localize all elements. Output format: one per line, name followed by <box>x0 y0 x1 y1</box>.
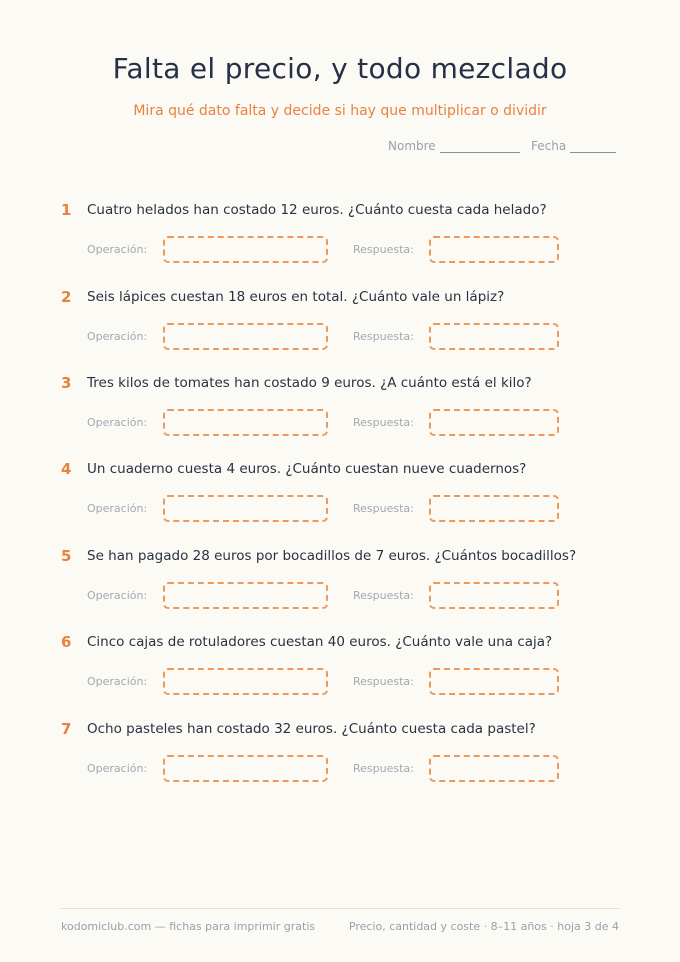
answer-label: Respuesta: <box>353 416 414 429</box>
problem-text: Cinco cajas de rotuladores cuestan 40 euros. ¿Cuánto vale una caja? <box>87 634 553 650</box>
problem-number: 3 <box>61 374 72 392</box>
problem-number: 4 <box>61 460 72 478</box>
operation-label: Operación: <box>87 502 148 515</box>
date-label: Fecha <box>531 139 567 153</box>
footer-site: kodomiclub.com — fichas para imprimir gratis <box>61 920 316 933</box>
answer-label: Respuesta: <box>353 502 414 515</box>
operation-box[interactable] <box>163 236 328 263</box>
name-label: Nombre <box>388 139 436 153</box>
problem-6 <box>0 633 680 720</box>
problem-text: Cuatro helados han costado 12 euros. ¿Cuánto cuesta cada helado? <box>87 202 547 218</box>
answer-label: Respuesta: <box>353 243 414 256</box>
problem-text: Se han pagado 28 euros por bocadillos de 7 euros. ¿Cuántos bocadillos? <box>87 548 577 564</box>
answer-label: Respuesta: <box>353 762 414 775</box>
problem-text: Seis lápices cuestan 18 euros en total. ¿Cuánto vale un lápiz? <box>87 289 505 305</box>
date-field <box>531 139 616 153</box>
operation-label: Operación: <box>87 675 148 688</box>
page-title: Falta el precio, y todo mezclado <box>112 52 568 85</box>
problem-number: 5 <box>61 547 72 565</box>
operation-box[interactable] <box>163 582 328 609</box>
operation-box[interactable] <box>163 755 328 782</box>
problem-number: 1 <box>61 201 72 219</box>
answer-box[interactable] <box>429 409 559 436</box>
operation-box[interactable] <box>163 495 328 522</box>
footer-sheet-info: Precio, cantidad y coste · 8–11 años · hoja 3 de 4 <box>348 920 619 933</box>
operation-box[interactable] <box>163 409 328 436</box>
answer-label: Respuesta: <box>353 675 414 688</box>
problem-2 <box>0 288 680 375</box>
problem-text: Ocho pasteles han costado 32 euros. ¿Cuánto cuesta cada pastel? <box>87 721 536 737</box>
problem-number: 6 <box>61 633 72 651</box>
answer-box[interactable] <box>429 668 559 695</box>
problem-number: 7 <box>61 720 72 738</box>
problem-text: Tres kilos de tomates han costado 9 euros. ¿A cuánto está el kilo? <box>87 375 532 391</box>
name-field <box>388 139 520 153</box>
operation-label: Operación: <box>87 243 148 256</box>
date-line[interactable] <box>570 140 616 153</box>
problem-number: 2 <box>61 288 72 306</box>
page-subtitle: Mira qué dato falta y decide si hay que multiplicar o dividir <box>133 103 547 119</box>
answer-box[interactable] <box>429 755 559 782</box>
answer-label: Respuesta: <box>353 589 414 602</box>
problem-4 <box>0 460 680 547</box>
problem-5 <box>0 547 680 634</box>
footer-divider <box>61 908 619 909</box>
operation-box[interactable] <box>163 323 328 350</box>
operation-box[interactable] <box>163 668 328 695</box>
answer-label: Respuesta: <box>353 330 414 343</box>
answer-box[interactable] <box>429 495 559 522</box>
answer-box[interactable] <box>429 582 559 609</box>
operation-label: Operación: <box>87 589 148 602</box>
operation-label: Operación: <box>87 330 148 343</box>
problem-7 <box>0 720 680 807</box>
answer-box[interactable] <box>429 323 559 350</box>
problem-1 <box>0 201 680 288</box>
problem-3 <box>0 374 680 461</box>
answer-box[interactable] <box>429 236 559 263</box>
name-line[interactable] <box>440 140 520 153</box>
operation-label: Operación: <box>87 762 148 775</box>
problem-text: Un cuaderno cuesta 4 euros. ¿Cuánto cuestan nueve cuadernos? <box>87 461 527 477</box>
operation-label: Operación: <box>87 416 148 429</box>
